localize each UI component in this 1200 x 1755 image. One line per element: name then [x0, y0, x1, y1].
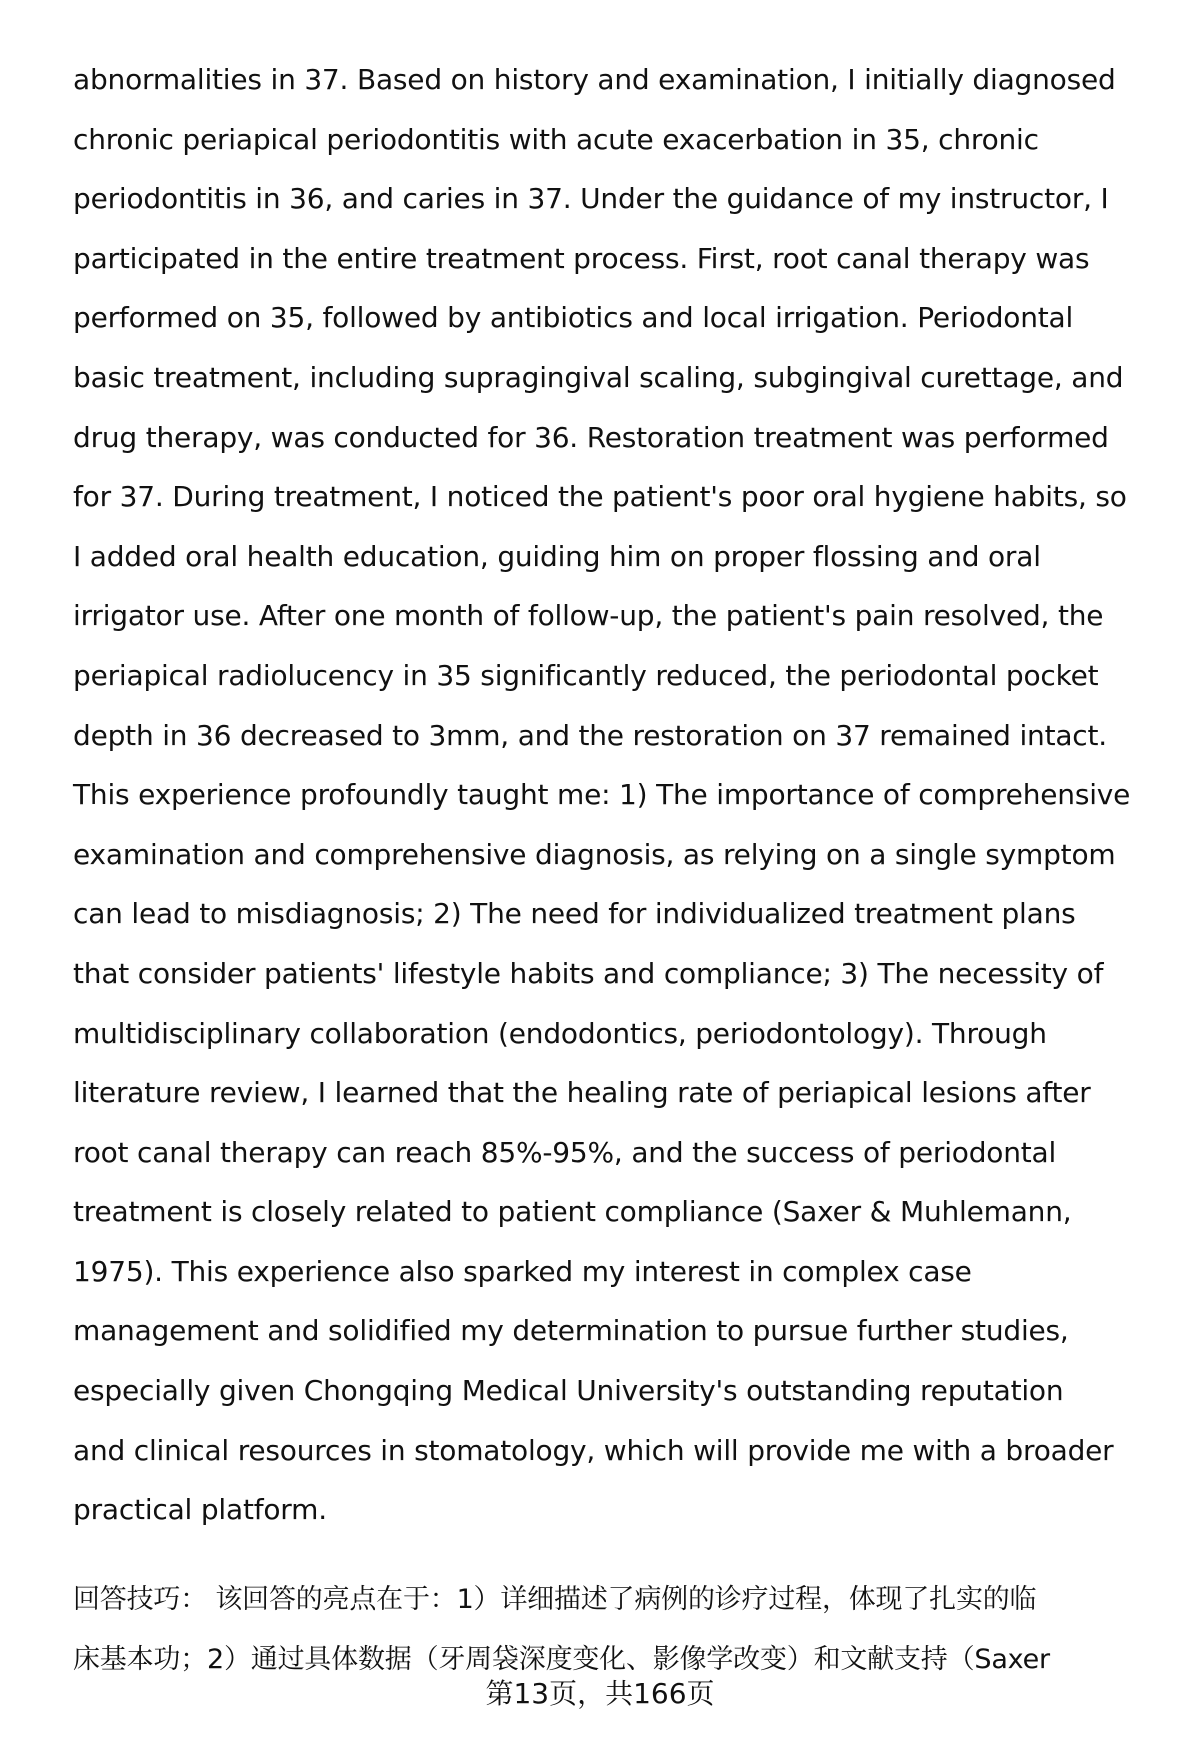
text-line: basic treatment, including supragingival scaling, subgingival curettage, and: [73, 360, 1124, 394]
text-line: 1975). This experience also sparked my interest in complex case: [73, 1254, 972, 1288]
answer-body: [73, 50, 1173, 1540]
text-line: irrigator use. After one month of follow-up, the patient's pain resolved, the: [73, 599, 1104, 633]
text-line: performed on 35, followed by antibiotics and local irrigation. Periodontal: [73, 301, 1074, 335]
text-line: for 37. During treatment, I noticed the patient's poor oral hygiene habits, so: [73, 480, 1127, 514]
answer-tips: [73, 1570, 1173, 1689]
text-line: literature review, I learned that the healing rate of periapical lesions after: [73, 1076, 1091, 1110]
text-line: periapical radiolucency in 35 significantly reduced, the periodontal pocket: [73, 658, 1099, 692]
text-line: and clinical resources in stomatology, which will provide me with a broader: [73, 1433, 1114, 1467]
text-line: abnormalities in 37. Based on history and examination, I initially diagnosed: [73, 63, 1116, 96]
text-line: multidisciplinary collaboration (endodontics, periodontology). Through: [73, 1016, 1047, 1050]
text-line: periodontitis in 36, and caries in 37. Under the guidance of my instructor, I: [73, 182, 1109, 216]
text-line: can lead to misdiagnosis; 2) The need for individualized treatment plans: [73, 897, 1076, 931]
text-line: 床基本功；2）通过具体数据（牙周袋深度变化、影像学改变）和文献支持（Saxer: [73, 1643, 1050, 1675]
text-line: practical platform.: [73, 1493, 327, 1527]
text-line: that consider patients' lifestyle habits and compliance; 3) The necessity of: [73, 956, 1104, 990]
text-line: drug therapy, was conducted for 36. Restoration treatment was performed: [73, 420, 1109, 454]
text-line: This experience profoundly taught me: 1) The importance of comprehensive: [73, 778, 1131, 812]
text-line: I added oral health education, guiding him on proper flossing and oral: [73, 539, 1041, 573]
page-number: 第13页，共166页: [485, 1677, 715, 1710]
text-line: participated in the entire treatment process. First, root canal therapy was: [73, 241, 1090, 275]
text-line: chronic periapical periodontitis with acute exacerbation in 35, chronic: [73, 122, 1039, 156]
text-line: depth in 36 decreased to 3mm, and the restoration on 37 remained intact.: [73, 718, 1107, 752]
text-line: management and solidified my determination to pursue further studies,: [73, 1314, 1069, 1348]
text-line: 回答技巧： 该回答的亮点在于：1）详细描述了病例的诊疗过程，体现了扎实的临: [73, 1584, 1037, 1615]
text-line: examination and comprehensive diagnosis, as relying on a single symptom: [73, 837, 1116, 871]
text-line: root canal therapy can reach 85%-95%, and the success of periodontal: [73, 1135, 1057, 1169]
text-line: treatment is closely related to patient compliance (Saxer & Muhlemann,: [73, 1195, 1072, 1229]
text-line: especially given Chongqing Medical University's outstanding reputation: [73, 1374, 1064, 1408]
